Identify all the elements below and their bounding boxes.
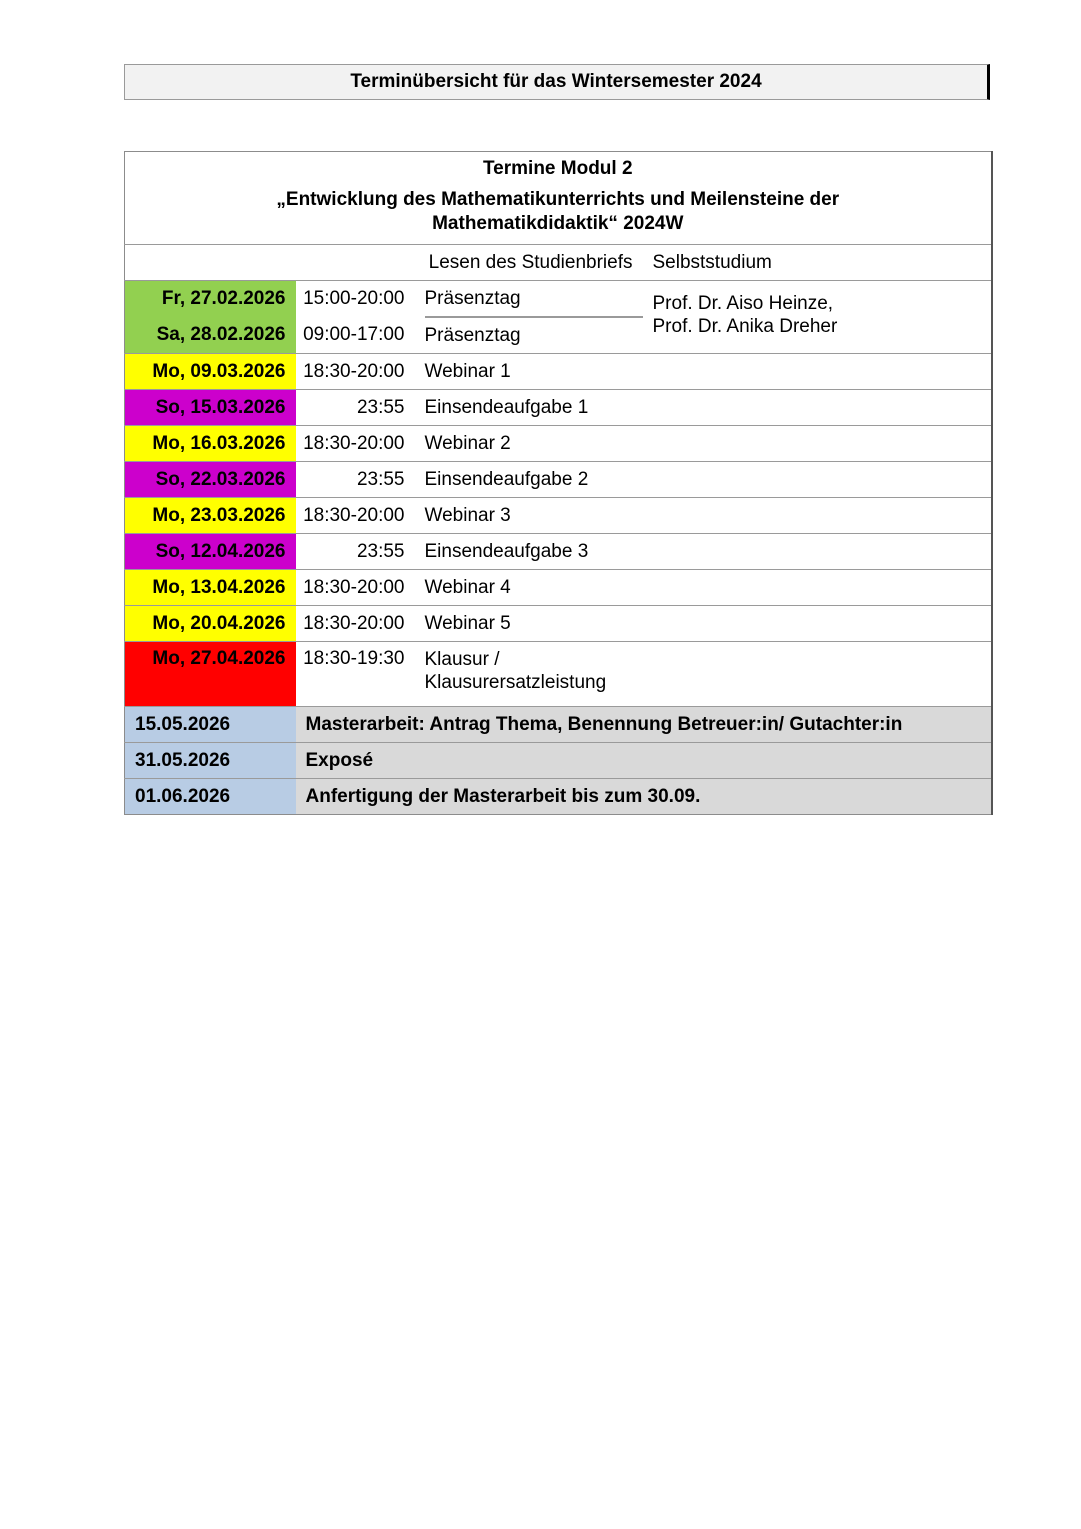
appointment-event: Webinar 5	[425, 606, 992, 642]
appointment-date: Mo, 20.04.2026	[125, 606, 296, 642]
lecturer-2: Prof. Dr. Anika Dreher	[652, 316, 838, 337]
appointment-time: 23:55	[296, 462, 425, 498]
milestone-row	[125, 707, 992, 743]
table-row	[125, 281, 992, 318]
appointment-date: Mo, 09.03.2026	[125, 354, 296, 390]
appointment-time: 15:00-20:00	[296, 281, 425, 318]
appointment-event	[425, 642, 992, 707]
module-title-cell	[125, 152, 992, 245]
milestone-row	[125, 743, 992, 779]
appointment-event: Präsenztag	[424, 324, 521, 346]
appointment-time: 18:30-20:00	[296, 606, 425, 642]
appointment-time: 09:00-17:00	[303, 324, 405, 345]
exam-label-line2: Klausurersatzleistung	[424, 672, 607, 693]
appointment-date: Sa, 28.02.2026	[125, 317, 296, 354]
page-title: Terminübersicht für das Wintersemester 2024	[124, 64, 990, 100]
appointment-time: 18:30-20:00	[296, 570, 425, 606]
table-row	[125, 498, 992, 534]
table-row	[125, 390, 992, 426]
lecturers	[643, 281, 992, 354]
appointment-date: Mo, 27.04.2026	[125, 642, 296, 707]
module-subtitle-line1: „Entwicklung des Mathematikunterrichts und Meilensteine der	[276, 189, 840, 210]
phase-reading-label: Lesen des Studienbriefs	[125, 245, 643, 281]
appointment-event: Webinar 4	[425, 570, 992, 606]
table-row	[125, 462, 992, 498]
table-row	[125, 570, 992, 606]
appointment-date: So, 15.03.2026	[125, 390, 296, 426]
appointment-time: 18:30-20:00	[296, 426, 425, 462]
milestone-text: Exposé	[296, 743, 992, 779]
appointment-time: 18:30-20:00	[296, 498, 425, 534]
appointment-event: Einsendeaufgabe 2	[425, 462, 992, 498]
milestone-text: Masterarbeit: Antrag Thema, Benennung Betreuer:in/ Gutachter:in	[296, 707, 992, 743]
appointment-event: Webinar 3	[425, 498, 992, 534]
appointment-date: Mo, 13.04.2026	[125, 570, 296, 606]
appointment-date: Fr, 27.02.2026	[125, 281, 296, 318]
appointment-date: So, 12.04.2026	[125, 534, 296, 570]
phase-header-row	[125, 245, 992, 281]
exam-label-line1: Klausur /	[424, 649, 500, 670]
appointment-date: Mo, 23.03.2026	[125, 498, 296, 534]
table-row	[125, 534, 992, 570]
appointment-event: Präsenztag	[425, 281, 643, 318]
milestone-date: 31.05.2026	[125, 743, 296, 779]
module-subtitle-line2: Mathematikdidaktik“ 2024W	[432, 213, 684, 234]
appointment-date: So, 22.03.2026	[125, 462, 296, 498]
table-row	[125, 354, 992, 390]
lecturer-1: Prof. Dr. Aiso Heinze,	[652, 293, 834, 314]
milestone-text: Anfertigung der Masterarbeit bis zum 30.09.	[296, 779, 992, 815]
appointment-time: 23:55	[296, 534, 425, 570]
appointment-event: Einsendeaufgabe 3	[425, 534, 992, 570]
appointment-time: 18:30-20:00	[296, 354, 425, 390]
table-row	[125, 642, 992, 707]
table-row	[125, 606, 992, 642]
milestone-date: 15.05.2026	[125, 707, 296, 743]
appointment-date: Mo, 16.03.2026	[125, 426, 296, 462]
milestone-row	[125, 779, 992, 815]
appointment-event: Webinar 2	[425, 426, 992, 462]
appointment-event: Einsendeaufgabe 1	[425, 390, 992, 426]
module-title-row	[125, 152, 992, 245]
appointment-time: 18:30-19:30	[296, 642, 425, 707]
appointment-time: 23:55	[296, 390, 425, 426]
table-row	[125, 426, 992, 462]
module-title: Termine Modul 2	[482, 158, 633, 179]
appointment-event: Webinar 1	[425, 354, 992, 390]
phase-selfstudy-label: Selbststudium	[643, 245, 992, 281]
milestone-date: 01.06.2026	[125, 779, 296, 815]
schedule-table	[124, 151, 993, 815]
